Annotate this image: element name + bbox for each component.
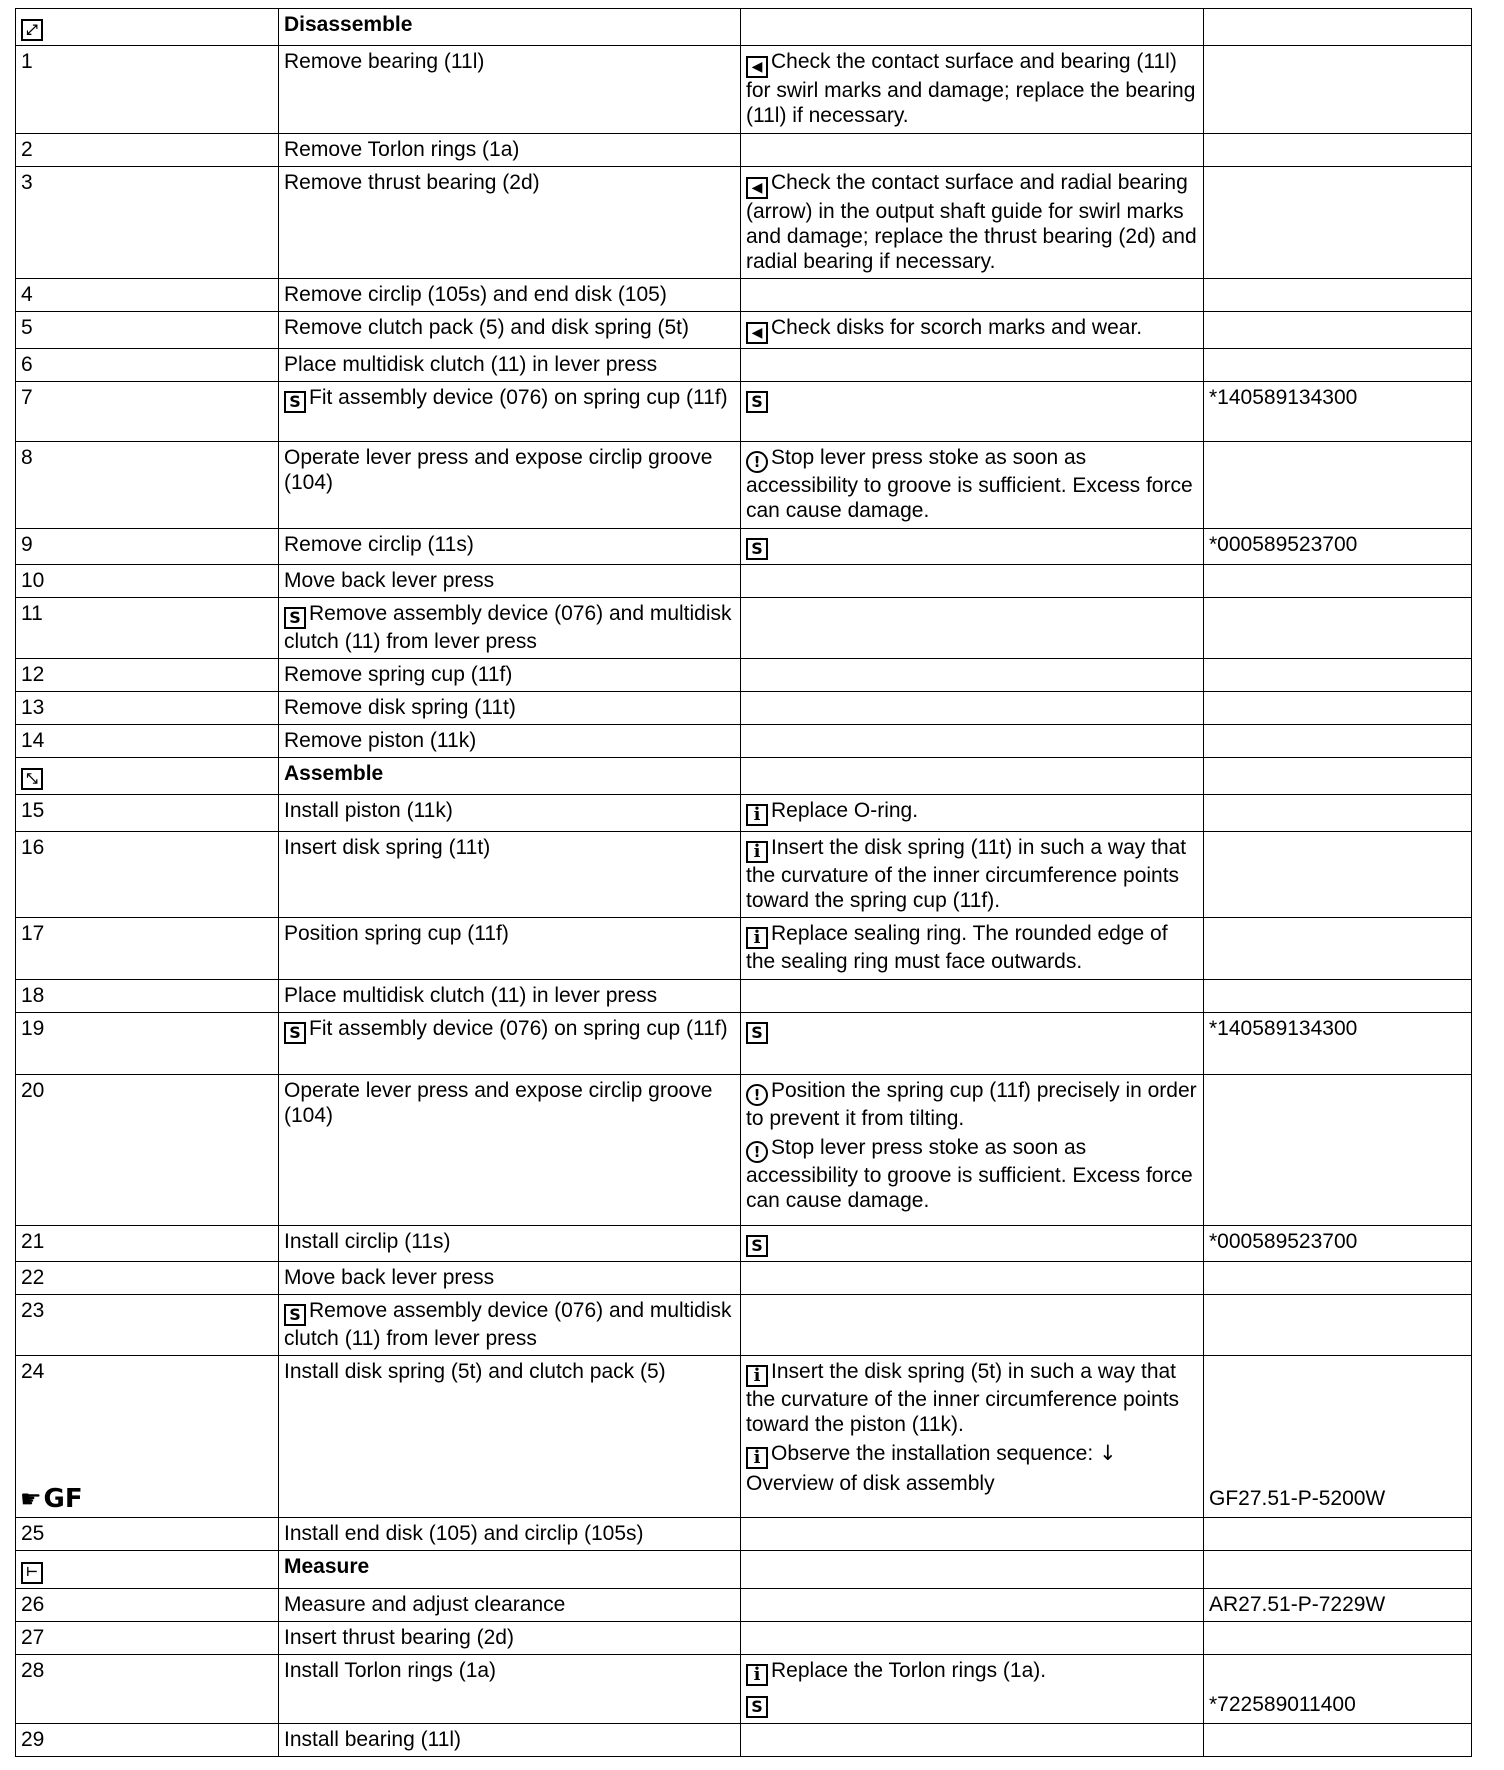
assemble-icon: ⤡ — [21, 768, 43, 790]
step-text: Position spring cup (11f) — [279, 918, 741, 980]
step-number: 5 — [16, 312, 279, 349]
table-row — [16, 565, 1472, 598]
step-number: 23 — [16, 1295, 279, 1356]
step-reference: *140589134300 — [1204, 382, 1472, 442]
info-icon: i — [746, 1447, 768, 1469]
step-number: 18 — [16, 980, 279, 1013]
caution-icon: ! — [746, 1084, 768, 1106]
check-icon: ◀ — [746, 177, 768, 199]
step-note — [741, 725, 1204, 758]
step-note — [741, 134, 1204, 167]
table-row — [16, 382, 1472, 442]
step-text: Insert thrust bearing (2d) — [279, 1622, 741, 1655]
step-reference — [1204, 692, 1472, 725]
step-note: i Replace the Torlon rings (1a). S — [741, 1655, 1204, 1724]
step-text: Remove circlip (11s) — [279, 529, 741, 565]
procedure-table — [15, 8, 1472, 1757]
step-number: 10 — [16, 565, 279, 598]
step-text: Remove circlip (105s) and end disk (105) — [279, 279, 741, 312]
table-row — [16, 134, 1472, 167]
check-icon: ◀ — [746, 56, 768, 78]
step-number: 8 — [16, 442, 279, 529]
table-row — [16, 795, 1472, 832]
step-number: 16 — [16, 832, 279, 918]
step-number: 25 — [16, 1518, 279, 1551]
step-reference — [1204, 918, 1472, 980]
step-text: Insert disk spring (11t) — [279, 832, 741, 918]
section-icon-cell — [16, 9, 279, 46]
info-icon: i — [746, 1664, 768, 1686]
step-text: Install piston (11k) — [279, 795, 741, 832]
step-note — [741, 1013, 1204, 1075]
table-row — [16, 918, 1472, 980]
step-note: ◀ Check the contact surface and radial bearing (arrow) in the output shaft guide for swirl marks and damage; replace the thrust bearing (2d) and radial bearing if necessary. — [741, 167, 1204, 279]
step-number: 9 — [16, 529, 279, 565]
step-reference — [1204, 1295, 1472, 1356]
step-number: 21 — [16, 1226, 279, 1262]
step-number: 15 — [16, 795, 279, 832]
step-text: Remove bearing (11l) — [279, 46, 741, 134]
section-row-assemble — [16, 758, 1472, 795]
step-note: ◀ Check disks for scorch marks and wear. — [741, 312, 1204, 349]
info-icon: i — [746, 927, 768, 949]
step-number: 29 — [16, 1724, 279, 1757]
info-icon: i — [746, 804, 768, 826]
special-tool-icon: S — [284, 607, 306, 629]
step-text: Install end disk (105) and circlip (105s) — [279, 1518, 741, 1551]
table-row — [16, 1724, 1472, 1757]
step-note — [741, 349, 1204, 382]
step-text: S Fit assembly device (076) on spring cup (11f) — [279, 382, 741, 442]
step-reference — [1204, 167, 1472, 279]
step-reference — [1204, 659, 1472, 692]
step-reference — [1204, 795, 1472, 832]
step-number: 17 — [16, 918, 279, 980]
special-tool-icon: S — [284, 391, 306, 413]
step-reference — [1204, 1262, 1472, 1295]
step-number: 2 — [16, 134, 279, 167]
step-text: Operate lever press and expose circlip groove (104) — [279, 442, 741, 529]
section-title: Assemble — [279, 758, 741, 795]
table-row — [16, 725, 1472, 758]
table-row — [16, 1295, 1472, 1356]
step-note — [741, 1295, 1204, 1356]
section-icon-cell — [16, 1551, 279, 1589]
table-row — [16, 46, 1472, 134]
step-note — [741, 1589, 1204, 1622]
table-row — [16, 1356, 1472, 1518]
step-text: Move back lever press — [279, 565, 741, 598]
step-number: 27 — [16, 1622, 279, 1655]
table-row — [16, 279, 1472, 312]
table-row — [16, 598, 1472, 659]
step-note: ! Position the spring cup (11f) precisely in order to prevent it from tilting. ! Stop lever press stoke as soon as accessibility to groove is sufficient. Excess force can cause damage. — [741, 1075, 1204, 1226]
step-text: Install disk spring (5t) and clutch pack (5) — [279, 1356, 741, 1518]
step-note — [741, 692, 1204, 725]
section-title: Disassemble — [279, 9, 741, 46]
disassemble-icon: ⤢ — [21, 19, 43, 41]
step-reference — [1204, 442, 1472, 529]
caution-icon: ! — [746, 451, 768, 473]
step-number: 13 — [16, 692, 279, 725]
step-reference — [1204, 46, 1472, 134]
step-number: 4 — [16, 279, 279, 312]
step-text: Install circlip (11s) — [279, 1226, 741, 1262]
step-number: 22 — [16, 1262, 279, 1295]
step-note — [741, 1226, 1204, 1262]
step-reference-cell — [1204, 1356, 1472, 1518]
step-number-cell — [16, 1356, 279, 1518]
step-text: Remove disk spring (11t) — [279, 692, 741, 725]
table-row — [16, 1518, 1472, 1551]
step-note: ! Stop lever press stoke as soon as accessibility to groove is sufficient. Excess force can cause damage. — [741, 442, 1204, 529]
step-note: i Insert the disk spring (5t) in such a way that the curvature of the inner circumference points toward the piston (11k). i Observe the installation sequence: ↓ Overview of disk assembly — [741, 1356, 1204, 1518]
step-text: Move back lever press — [279, 1262, 741, 1295]
step-number: 19 — [16, 1013, 279, 1075]
table-row — [16, 980, 1472, 1013]
table-row — [16, 659, 1472, 692]
step-text: Remove clutch pack (5) and disk spring (5t) — [279, 312, 741, 349]
step-note — [741, 980, 1204, 1013]
step-reference: *000589523700 — [1204, 1226, 1472, 1262]
section-icon-cell — [16, 758, 279, 795]
step-number: 6 — [16, 349, 279, 382]
step-reference[interactable]: AR27.51-P-7229W — [1204, 1589, 1472, 1622]
step-text: Remove spring cup (11f) — [279, 659, 741, 692]
table-row — [16, 1226, 1472, 1262]
special-tool-icon: S — [746, 391, 768, 413]
step-text: Remove thrust bearing (2d) — [279, 167, 741, 279]
table-row — [16, 1589, 1472, 1622]
step-number: 1 — [16, 46, 279, 134]
step-note — [741, 1724, 1204, 1757]
step-reference — [1204, 279, 1472, 312]
table-row — [16, 1013, 1472, 1075]
special-tool-icon: S — [284, 1022, 306, 1044]
step-number: 26 — [16, 1589, 279, 1622]
table-row — [16, 1622, 1472, 1655]
step-reference — [1204, 349, 1472, 382]
step-reference — [1204, 1622, 1472, 1655]
step-number: 24 — [21, 1360, 45, 1383]
step-reference — [1204, 1518, 1472, 1551]
table-row — [16, 167, 1472, 279]
special-tool-icon: S — [746, 538, 768, 560]
step-note — [741, 279, 1204, 312]
step-text: S Fit assembly device (076) on spring cup (11f) — [279, 1013, 741, 1075]
step-reference: *722589011400 — [1209, 1693, 1356, 1716]
step-text: Operate lever press and expose circlip groove (104) — [279, 1075, 741, 1226]
section-row-measure — [16, 1551, 1472, 1589]
step-reference — [1204, 312, 1472, 349]
table-row — [16, 312, 1472, 349]
step-note — [741, 565, 1204, 598]
table-row — [16, 442, 1472, 529]
step-text: Measure and adjust clearance — [279, 1589, 741, 1622]
step-reference — [1204, 1075, 1472, 1226]
step-note — [741, 1518, 1204, 1551]
step-reference — [1204, 980, 1472, 1013]
table-row — [16, 832, 1472, 918]
step-text: Place multidisk clutch (11) in lever press — [279, 980, 741, 1013]
step-number: 3 — [16, 167, 279, 279]
info-icon: i — [746, 841, 768, 863]
step-number: 14 — [16, 725, 279, 758]
special-tool-icon: S — [746, 1696, 768, 1718]
step-note — [741, 1262, 1204, 1295]
step-note — [741, 1622, 1204, 1655]
link-text[interactable]: Overview of disk assembly — [746, 1472, 995, 1495]
step-note — [741, 659, 1204, 692]
table-row — [16, 692, 1472, 725]
check-icon: ◀ — [746, 322, 768, 344]
special-tool-icon: S — [746, 1235, 768, 1257]
step-text: Remove Torlon rings (1a) — [279, 134, 741, 167]
info-icon: i — [746, 1365, 768, 1387]
step-reference — [1204, 725, 1472, 758]
step-note — [741, 529, 1204, 565]
step-reference — [1204, 134, 1472, 167]
step-text: Install bearing (11l) — [279, 1724, 741, 1757]
table-row — [16, 1075, 1472, 1226]
step-note: i Insert the disk spring (11t) in such a way that the curvature of the inner circumference points toward the spring cup (11f). — [741, 832, 1204, 918]
table-row — [16, 349, 1472, 382]
step-note: i Replace O-ring. — [741, 795, 1204, 832]
step-note: i Replace sealing ring. The rounded edge of the sealing ring must face outwards. — [741, 918, 1204, 980]
step-reference[interactable]: GF27.51-P-5200W — [1209, 1487, 1386, 1510]
table-row — [16, 1262, 1472, 1295]
step-text: Place multidisk clutch (11) in lever press — [279, 349, 741, 382]
section-title: Measure — [279, 1551, 741, 1589]
step-number: 28 — [16, 1655, 279, 1724]
step-reference — [1204, 598, 1472, 659]
measure-icon: ⊢ — [21, 1562, 43, 1584]
arrow-down-icon: ↓ — [1099, 1441, 1117, 1465]
section-row-disassemble — [16, 9, 1472, 46]
step-text: S Remove assembly device (076) and multidisk clutch (11) from lever press — [279, 1295, 741, 1356]
caution-icon: ! — [746, 1141, 768, 1163]
step-text: Remove piston (11k) — [279, 725, 741, 758]
step-note: ◀ Check the contact surface and bearing (11l) for swirl marks and damage; replace the bearing (11l) if necessary. — [741, 46, 1204, 134]
step-reference: *000589523700 — [1204, 529, 1472, 565]
step-number: 12 — [16, 659, 279, 692]
step-text: S Remove assembly device (076) and multidisk clutch (11) from lever press — [279, 598, 741, 659]
step-number: 11 — [16, 598, 279, 659]
step-number: 7 — [16, 382, 279, 442]
reference-marker: ☛GF — [20, 1484, 83, 1514]
special-tool-icon: S — [284, 1304, 306, 1326]
step-note — [741, 598, 1204, 659]
step-text: Install Torlon rings (1a) — [279, 1655, 741, 1724]
step-reference — [1204, 832, 1472, 918]
step-reference — [1204, 565, 1472, 598]
step-reference: *140589134300 — [1204, 1013, 1472, 1075]
pointing-hand-icon: ☛ — [20, 1485, 42, 1513]
table-row — [16, 529, 1472, 565]
step-reference — [1204, 1724, 1472, 1757]
step-number: 20 — [16, 1075, 279, 1226]
step-note — [741, 382, 1204, 442]
special-tool-icon: S — [746, 1022, 768, 1044]
step-reference-cell — [1204, 1655, 1472, 1724]
table-row — [16, 1655, 1472, 1724]
